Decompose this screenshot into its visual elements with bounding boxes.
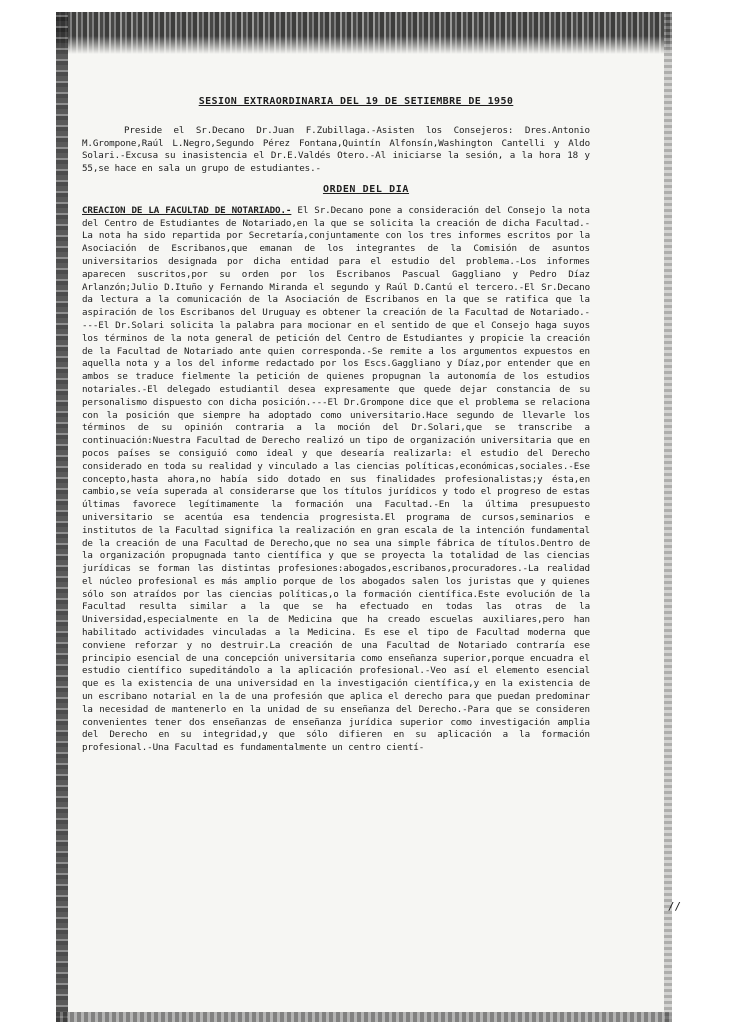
agenda-heading: ORDEN DEL DIA — [322, 183, 410, 195]
agenda-item-paragraph — [82, 205, 590, 755]
scan-edge-left — [56, 12, 68, 1022]
scan-edge-top — [56, 12, 672, 54]
attendance-paragraph: Preside el Sr.Decano Dr.Juan F.Zubillaga.-Asisten los Consejeros: Dres.Antonio M.Grompone,Raúl L.Negro,Segundo Pérez Fontana,Quintín Alfonsín,Washington Cantelli y Aldo Solari.-Excusa su inasistencia el Dr.E.Valdés Otero.-Al iniciarse la sesión, a la hora 18 y 55,se hace en sala un grupo de estudiantes.- — [82, 124, 590, 175]
agenda-item-title: CREACION DE LA FACULTAD DE NOTARIADO.- — [82, 204, 292, 216]
session-title: SESION EXTRAORDINARIA DEL 19 DE SETIEMBRE DE 1950 — [198, 96, 514, 107]
agenda-item-body: El Sr.Decano pone a consideración del Consejo la nota del Centro de Estudiantes de Notariado,en la que se solicita la creación de dicha Facultad.-La nota ha sido repartida por Secretaría,conjuntamente con los tres informes escritos por la Asociación de Escribanos,que emanan de los integrantes de la Comisión de asuntos universitarios designada por dicha entidad para el estudio del problema.-Los informes aparecen suscritos,por su orden por los Escribanos Pascual Gaggliano y Pedro Díaz Arlanzón;Julio D.Ituño y Fernando Miranda el segundo y Raúl D.Cantú el tercero.-El Sr.Decano da lectura a la comunicación de la Asociación de Escribanos en la que se ratifica que la aspiración de los Escribanos del Uruguay es obtener la creación de la Facultad de Notariado.----El Dr.Solari solicita la palabra para mocionar en el sentido de que el Consejo haga suyos los términos de la nota general de petición del Centro de Estudiantes y propicie la creación de la Facultad de Notariado ante quien corresponda.-Se remite a los argumentos expuestos en aquella nota y a los del informe redactado por los Escs.Gaggliano y Díaz,por entender que en ambos se traduce fielmente la petición de quienes propugnan la autonomía de los estudios notariales.-El delegado estudiantil desea expresamente que quede dejar constancia de su personalismo dispuesto con dicha posición.---El Dr.Grompone dice que el problema se relaciona con la posición que siempre ha adoptado como universitario.Hace segundo de llevarle los términos de su opinión contraria a la moción del Dr.Solari,que se transcribe a continuación:Nuestra Facultad de Derecho realizó un tipo de organización universitaria que en pocos países se consiguió como ideal y que desearía realizarla: el estudio del Derecho considerado en toda su realidad y vinculado a las ciencias políticas,económicas,sociales.-Ese concepto,hasta ahora,no había sido dotado en sus finalidades profesionalistas;y ésta,en cambio,se veía superada al considerarse que los títulos jurídicos y todo el progreso de estas últimas favorece legítimamente la formación una Facultad.-En la última presupuesto universitario se acentúa esa tendencia progresista.El programa de cursos,seminarios e institutos de la Facultad significa la realización en gran escala de la intención fundamental de la creación de una Facultad de Derecho,que no sea una simple fábrica de títulos.Dentro de la organización propugnada tanto científica y que se proyecta la totalidad de las ciencias jurídicas se forman las distintas profesiones:abogados,escribanos,procuradores.-La realidad el núcleo profesional es más amplio porque de los abogados salen los juristas que y quienes sólo son atraídos por las ciencias políticas,o la formación científica.Este evolución de la Facultad resulta similar a la que se ha efectuado en todas las otras de la Universidad,especialmente en la de Medicina que ha creado escuelas auxiliares,pero han habilitado actividades vinculadas a la Medicina. Es ese el tipo de Facultad moderna que conviene reforzar y no destruir.La creación de una Facultad de Notariado contraría ese principio esencial de una concepción universitaria como enseñanza superior,porque encuadra el estudio científico supeditándolo a la aplicación profesional.-Veo así el elemento esencial que es la existencia de una universidad en la investigación científica,y en la existencia de un escribano notarial en la de una profesión que aplica el derecho para que puedan predominar la necesidad de mantenerlo en la unidad de su enseñanza del Derecho.-Para que se consideren convenientes tener dos enseñanzas de enseñanza jurídica superior como investigación amplia del Derecho en su integridad,y que sólo difieren en su aplicación a la formación profesional.-Una Facultad es fundamentalmente un centro cientí- — [82, 204, 590, 754]
scan-edge-bottom — [56, 1012, 672, 1022]
scan-edge-right — [664, 12, 672, 1022]
continuation-mark: // — [667, 900, 681, 913]
document-content — [82, 96, 590, 755]
